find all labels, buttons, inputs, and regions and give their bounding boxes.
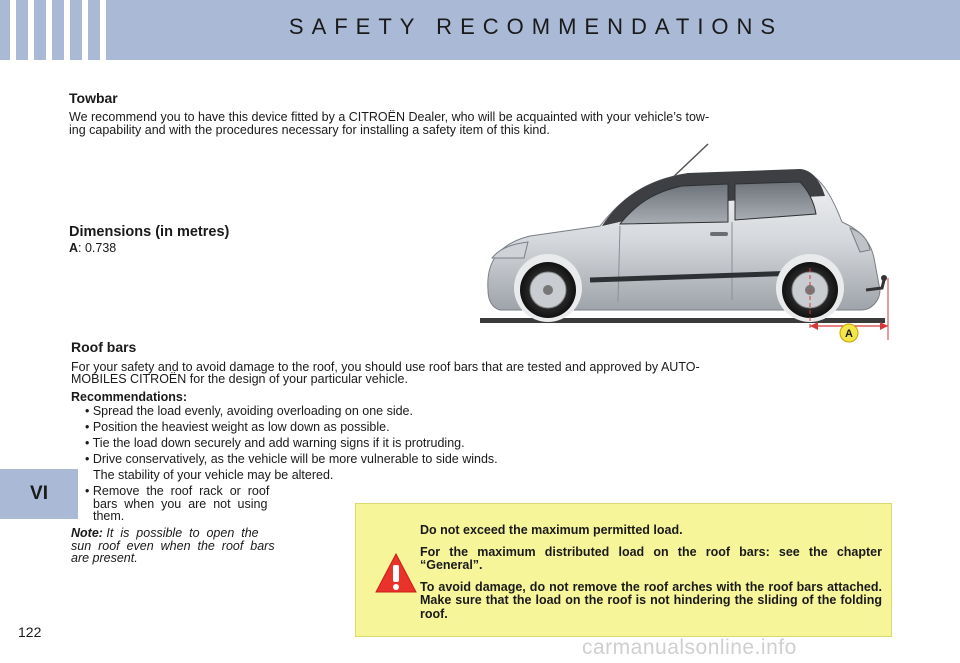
warning-exclamation-icon [374,552,418,596]
towbar-text-line1: We recommend you to have this device fitted by a CITROËN Dealer, who will be acquainted with your vehicle’s tow- [69,110,710,124]
bullet-item-continuation: The stability of your vehicle may be altered. [93,468,334,482]
dimension-a-value [69,241,116,255]
bullet-item: • Spread the load evenly, avoiding overloading on one side. [85,404,413,418]
note-label: Note: [71,526,103,540]
chapter-tab [0,469,78,519]
note-line1: Note: It is possible to open the [71,526,259,540]
bullet-item: • Tie the load down securely and add warning signs if it is protruding. [85,436,465,450]
note-line3: are present. [71,551,138,565]
roof-bars-text-line2: MOBILES CITROËN for the design of your particular vehicle. [71,372,408,386]
roof-bars-text-line1: For your safety and to avoid damage to the roof, you should use roof bars that are tested and approved by AUTO- [71,360,700,374]
dimension-a-marker-label: A [845,328,853,340]
bullet-item-continuation: bars when you are not using [93,497,268,511]
warning-line: Do not exceed the maximum permitted load. [420,523,683,537]
towbar-text-line2: ing capability and with the procedures necessary for installing a safety item of this kind. [69,123,550,137]
note-line2: sun roof even when the roof bars [71,539,275,553]
dimension-a-number: : 0.738 [78,241,117,255]
page-header [0,0,960,60]
dimension-a-label: A [69,241,79,255]
towbar-heading: Towbar [69,90,118,106]
header-stripes [0,0,112,60]
warning-text [420,524,882,629]
page-title: SAFETY RECOMMENDATIONS [288,14,784,39]
bullet-item: • Remove the roof rack or roof [85,484,270,498]
warning-line: To avoid damage, do not remove the roof arches with the roof bars attached. Make sure that the load on the roof is not hindering the sliding of the folding roof. [420,579,882,621]
warning-panel [355,503,892,637]
chapter-tab-label: VI [30,483,48,504]
dimensions-heading: Dimensions (in metres) [69,224,230,240]
warning-line: For the maximum distributed load on the roof bars: see the chapter “General”. [420,544,882,572]
car-towbar-illustration [470,140,890,350]
roof-bars-heading: Roof bars [71,339,137,355]
bullet-item: • Position the heaviest weight as low down as possible. [85,420,390,434]
recommendations-label: Recommendations: [71,390,187,404]
page-number: 122 [18,624,42,640]
bullet-item: • Drive conservatively, as the vehicle will be more vulnerable to side winds. [85,452,498,466]
bullet-item-continuation: them. [93,509,125,523]
watermark: carmanualsonline.info [582,636,797,659]
